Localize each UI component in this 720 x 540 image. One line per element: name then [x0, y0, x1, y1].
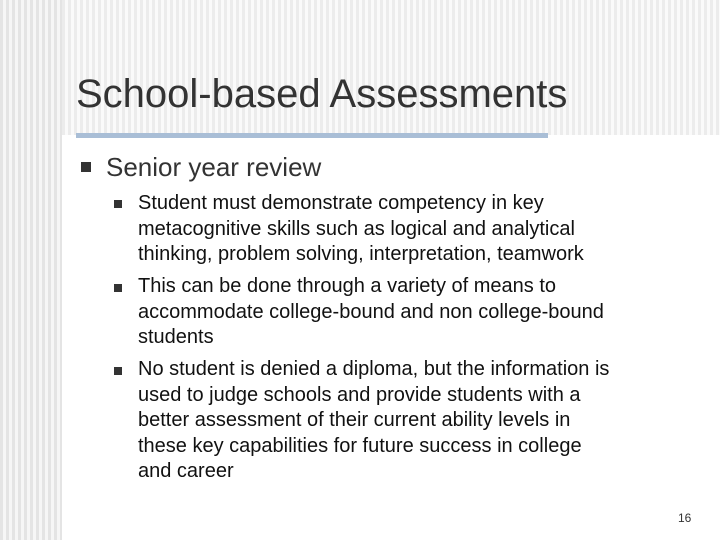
text-line: Student must demonstrate competency in key — [138, 192, 544, 214]
sub-bullet-diploma — [138, 357, 708, 485]
text-line: used to judge schools and provide students with a — [138, 383, 581, 406]
title-underline — [76, 133, 548, 138]
text-line: and career — [138, 460, 234, 482]
square-bullet-icon — [81, 162, 91, 172]
square-bullet-icon — [114, 200, 122, 208]
text-line: students — [138, 326, 214, 348]
square-bullet-icon — [114, 284, 122, 292]
sub-bullet-competency — [138, 191, 708, 268]
text-line: No student is denied a diploma, but the information is — [138, 358, 610, 380]
page-number: 16 — [678, 511, 692, 525]
text-line: metacognitive skills such as logical and analytical — [138, 217, 575, 240]
sub-bullet-means — [138, 274, 708, 351]
text-line: better assessment of their current ability levels in — [138, 409, 571, 431]
slide-title: School-based Assessments — [76, 72, 568, 116]
square-bullet-icon — [114, 367, 122, 375]
text-line: thinking, problem solving, interpretation, teamwork — [138, 243, 584, 265]
text-line: This can be done through a variety of means to — [138, 275, 557, 297]
bullet-senior-year-review: Senior year review — [106, 152, 322, 182]
decorative-stripes — [0, 0, 62, 540]
text-line: these key capabilities for future success in college — [138, 434, 582, 457]
text-line: accommodate college-bound and non college-bound — [138, 300, 604, 323]
